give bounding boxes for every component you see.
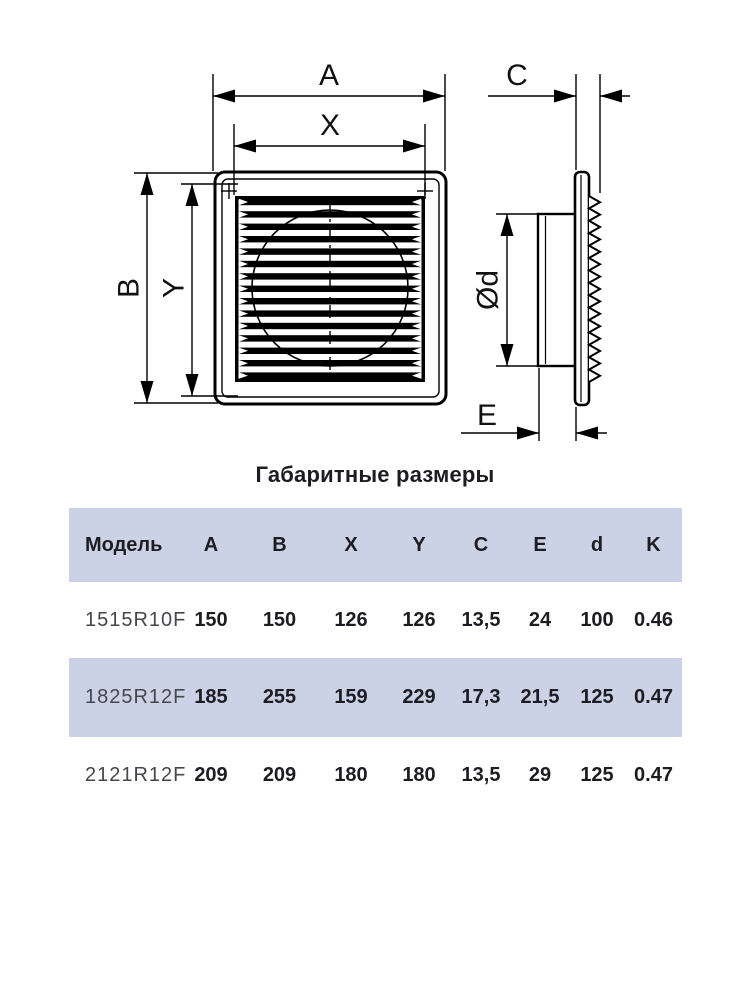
value-cell: 180 bbox=[334, 763, 368, 786]
dim-label-y: Y bbox=[157, 277, 191, 299]
value-cell: 209 bbox=[262, 763, 297, 786]
value-cell: 13,5 bbox=[461, 608, 501, 631]
value-cell: 126 bbox=[334, 608, 368, 631]
model-name: 1825R12F bbox=[85, 686, 187, 708]
value-cell: 150 bbox=[194, 608, 228, 631]
dim-label-c: C bbox=[506, 59, 528, 92]
column-header-c: C bbox=[473, 533, 489, 556]
table-row bbox=[69, 582, 682, 658]
section-title: Габаритные размеры bbox=[255, 462, 495, 487]
value-cell: 255 bbox=[262, 686, 297, 708]
value-cell: 24 bbox=[528, 608, 552, 631]
value-cell: 180 bbox=[402, 763, 436, 786]
dim-label-a: A bbox=[318, 59, 340, 92]
dim-label-x: X bbox=[319, 109, 341, 142]
value-cell: 150 bbox=[262, 608, 297, 631]
column-header-d: d bbox=[590, 533, 604, 556]
value-cell: 21,5 bbox=[520, 686, 560, 708]
column-header-x: X bbox=[344, 533, 358, 556]
value-cell: 125 bbox=[580, 686, 614, 708]
column-header-k: K bbox=[646, 533, 661, 556]
table-row bbox=[69, 658, 682, 737]
dimension-diagram bbox=[0, 0, 750, 455]
value-cell: 125 bbox=[580, 763, 614, 786]
value-cell: 229 bbox=[402, 686, 436, 708]
dim-label-e: E bbox=[476, 399, 498, 432]
grille-front-view bbox=[215, 172, 446, 404]
value-cell: 0.47 bbox=[634, 763, 673, 786]
value-cell: 159 bbox=[334, 686, 368, 708]
column-header-b: B bbox=[272, 533, 287, 556]
column-header-a: A bbox=[203, 533, 219, 556]
value-cell: 209 bbox=[194, 763, 228, 786]
side-duct-collar bbox=[538, 214, 576, 366]
value-cell: 100 bbox=[580, 608, 614, 631]
model-name: 1515R10F bbox=[85, 608, 187, 631]
side-face-panel bbox=[575, 172, 589, 405]
dim-label-diameter: Ød bbox=[471, 269, 505, 311]
value-cell: 17,3 bbox=[461, 686, 501, 708]
value-cell: 0.47 bbox=[634, 686, 673, 708]
value-cell: 185 bbox=[194, 686, 228, 708]
dimensions-table bbox=[69, 508, 682, 813]
value-cell: 29 bbox=[528, 763, 552, 786]
column-header-model: Модель bbox=[85, 533, 163, 556]
table-header-row bbox=[69, 508, 682, 582]
grille-side-view bbox=[538, 172, 600, 405]
table-row bbox=[69, 737, 682, 813]
dim-label-b: B bbox=[112, 277, 146, 299]
model-name: 2121R12F bbox=[85, 763, 187, 786]
column-header-e: E bbox=[533, 533, 547, 556]
value-cell: 13,5 bbox=[461, 763, 501, 786]
column-header-y: Y bbox=[412, 533, 426, 556]
value-cell: 0.46 bbox=[634, 608, 673, 631]
value-cell: 126 bbox=[402, 608, 436, 631]
side-louver-teeth bbox=[589, 196, 600, 382]
